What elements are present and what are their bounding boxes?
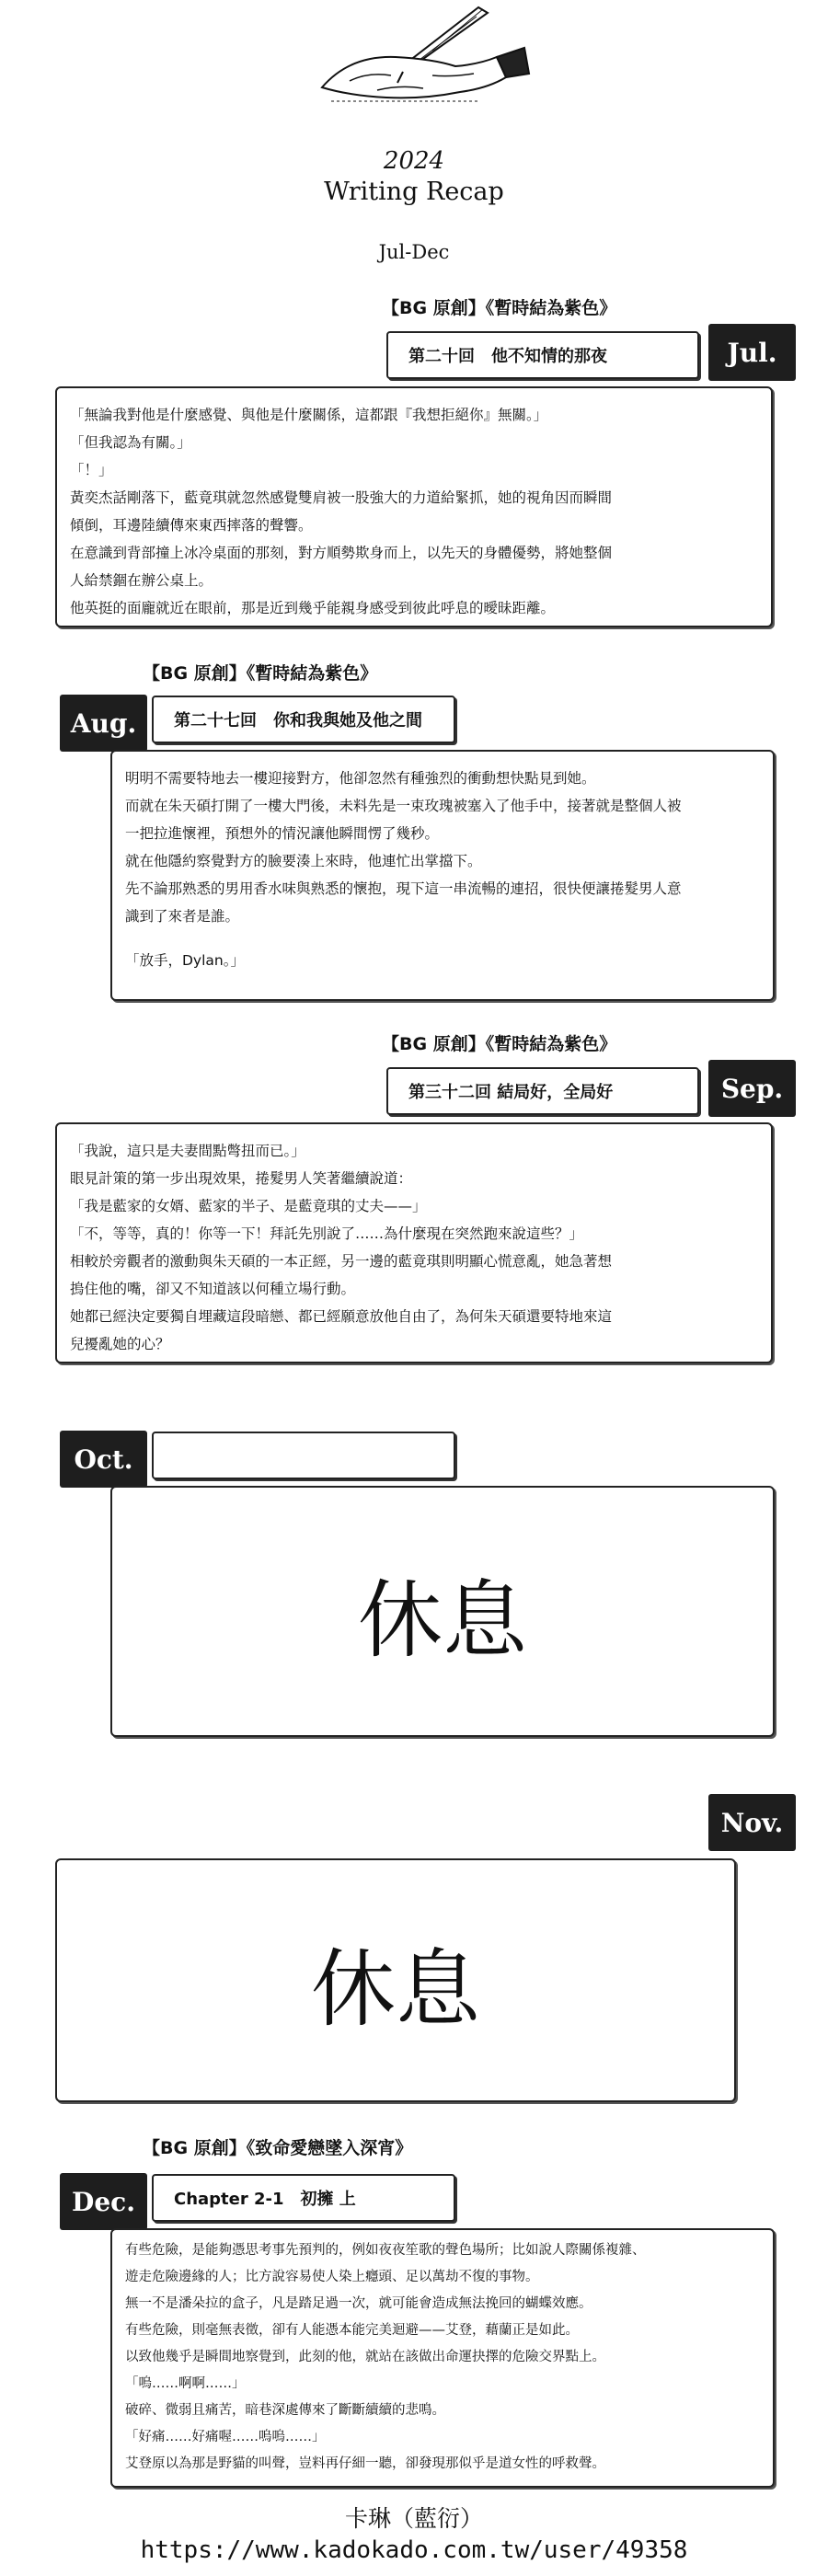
sep-excerpt [55,1122,773,1363]
nov-month-badge: Nov. [708,1794,796,1851]
excerpt-line: 「我說，這只是夫妻間點彆扭而已。」 [70,1143,305,1159]
excerpt-line: 「無論我對他是什麼感覺、與他是什麼關係，這都跟『我想拒絕你』無關。」 [70,407,548,423]
excerpt-line: 在意識到背部撞上冰冷桌面的那刻，對方順勢欺身而上，以先天的身體優勢，將她整個 [70,545,613,561]
jul-month-badge: Jul. [708,324,796,381]
excerpt-line: 「我是藍家的女婿、藍家的半子、是藍竟琪的丈夫——」 [70,1198,427,1214]
excerpt-line: 「！」 [70,462,113,478]
excerpt-line: 一把拉進懷裡，預想外的情況讓他瞬間愣了幾秒。 [125,825,440,842]
excerpt-line: 摀住他的嘴，卻又不知道該以何種立場行動。 [70,1281,356,1297]
year: 2024 [383,147,445,175]
dec-excerpt [110,2228,775,2488]
excerpt-line: 「但我認為有關。」 [70,434,191,451]
excerpt-line: 艾登原以為那是野貓的叫聲，豈料再仔細一聽，卻發現那似乎是道女性的呼救聲。 [125,2456,605,2471]
excerpt-line: 人給禁錮在辦公桌上。 [70,572,213,589]
excerpt-line: 他英挺的面龐就近在眼前，那是近到幾乎能親身感受到彼此呼息的曖昧距離。 [70,600,556,616]
author-name: 卡琳（藍衍） [344,2505,483,2532]
quill-hand-illustration [294,0,534,120]
excerpt-line: 以致他幾乎是瞬間地察覺到，此刻的他，就站在該做出命運抉擇的危險交界點上。 [125,2350,605,2364]
jul-chapter-title: 第二十回 他不知情的那夜 [386,331,699,379]
excerpt-line: 無一不是潘朵拉的盒子，凡是踏足過一次，就可能會造成無法挽回的蝴蝶效應。 [125,2296,592,2311]
excerpt-line: 傾倒，耳邊陸續傳來東西摔落的聲響。 [70,517,313,534]
excerpt-line: 識到了來者是誰。 [125,908,240,925]
excerpt-line: 而就在朱天碩打開了一樓大門後，未料先是一束玫瑰被塞入了他手中，接著就是整個人被 [125,798,682,814]
sep-chapter-title: 第三十二回 結局好，全局好 [386,1067,699,1115]
excerpt-line: 她都已經決定要獨自埋藏這段暗戀、都已經願意放他自由了，為何朱天碩還要特地來這 [70,1308,613,1325]
excerpt-line: 遊走危險邊緣的人；比方說容易使人染上癮頭、足以萬劫不復的事物。 [125,2270,539,2284]
excerpt-line: 先不論那熟悉的男用香水味與熟悉的懷抱，現下這一串流暢的連招，很快便讓捲髮男人意 [125,880,682,897]
aug-chapter-title: 第二十七回 你和我與她及他之間 [152,696,455,743]
jul-work-tag: 【BG 原創】《暫時結為紫色》 [382,298,617,318]
sep-work-tag: 【BG 原創】《暫時結為紫色》 [382,1034,617,1054]
excerpt-line: 「不，等等，真的！你等一下！拜託先別說了……為什麼現在突然跑來說這些？」 [70,1225,584,1242]
author-profile-link[interactable]: https://www.kadokado.com.tw/user/49358 [140,2536,688,2564]
date-range: Jul-Dec [378,241,450,263]
nov-rest-panel [55,1858,736,2102]
excerpt-line: 黃奕杰話剛落下，藍竟琪就忽然感覺雙肩被一股強大的力道給緊抓，她的視角因而瞬間 [70,489,613,506]
excerpt-line: 相較於旁觀者的激動與朱天碩的一本正經，另一邊的藍竟琪則明顯心慌意亂，她急著想 [70,1253,613,1270]
excerpt-line: 有些危險，則毫無表徵，卻有人能憑本能完美迴避——艾登，藉蘭正是如此。 [125,2323,579,2338]
quill-hand-icon [294,0,534,120]
excerpt-line: 兒擾亂她的心？ [70,1336,170,1352]
excerpt-line: 「嗚……啊啊……」 [125,2376,246,2391]
oct-chapter-title-empty [152,1432,455,1479]
aug-work-tag: 【BG 原創】《暫時結為紫色》 [143,663,378,684]
oct-rest-text: 休息 [357,1570,527,1670]
dec-chapter-title: Chapter 2-1 初擁 上 [152,2174,455,2222]
dec-month-badge: Dec. [60,2173,147,2230]
sep-month-badge: Sep. [708,1060,796,1117]
excerpt-line: 破碎、微弱且痛苦，暗巷深處傳來了斷斷續續的悲鳴。 [125,2403,445,2418]
nov-rest-text: 休息 [310,1939,480,2039]
excerpt-line: 「放手，Dylan。」 [125,952,245,969]
excerpt-line: 「好痛……好痛喔……嗚嗚……」 [125,2430,326,2444]
page-title: Writing Recap [324,178,504,206]
excerpt-line: 明明不需要特地去一樓迎接對方，他卻忽然有種強烈的衝動想快點見到她。 [125,770,596,787]
aug-excerpt [110,750,775,1001]
excerpt-line: 就在他隱約察覺對方的臉要湊上來時，他連忙出掌擋下。 [125,853,482,869]
excerpt-line: 眼見計策的第一步出現效果，捲髮男人笑著繼續說道： [70,1170,413,1187]
excerpt-line: 有些危險，是能夠憑思考事先預判的，例如夜夜笙歌的聲色場所；比如說人際關係複雜、 [125,2243,646,2258]
dec-work-tag: 【BG 原創】《致命愛戀墜入深宵》 [143,2138,413,2158]
oct-month-badge: Oct. [60,1431,147,1488]
oct-rest-panel [110,1486,775,1737]
aug-month-badge: Aug. [60,695,147,752]
jul-excerpt [55,386,773,627]
